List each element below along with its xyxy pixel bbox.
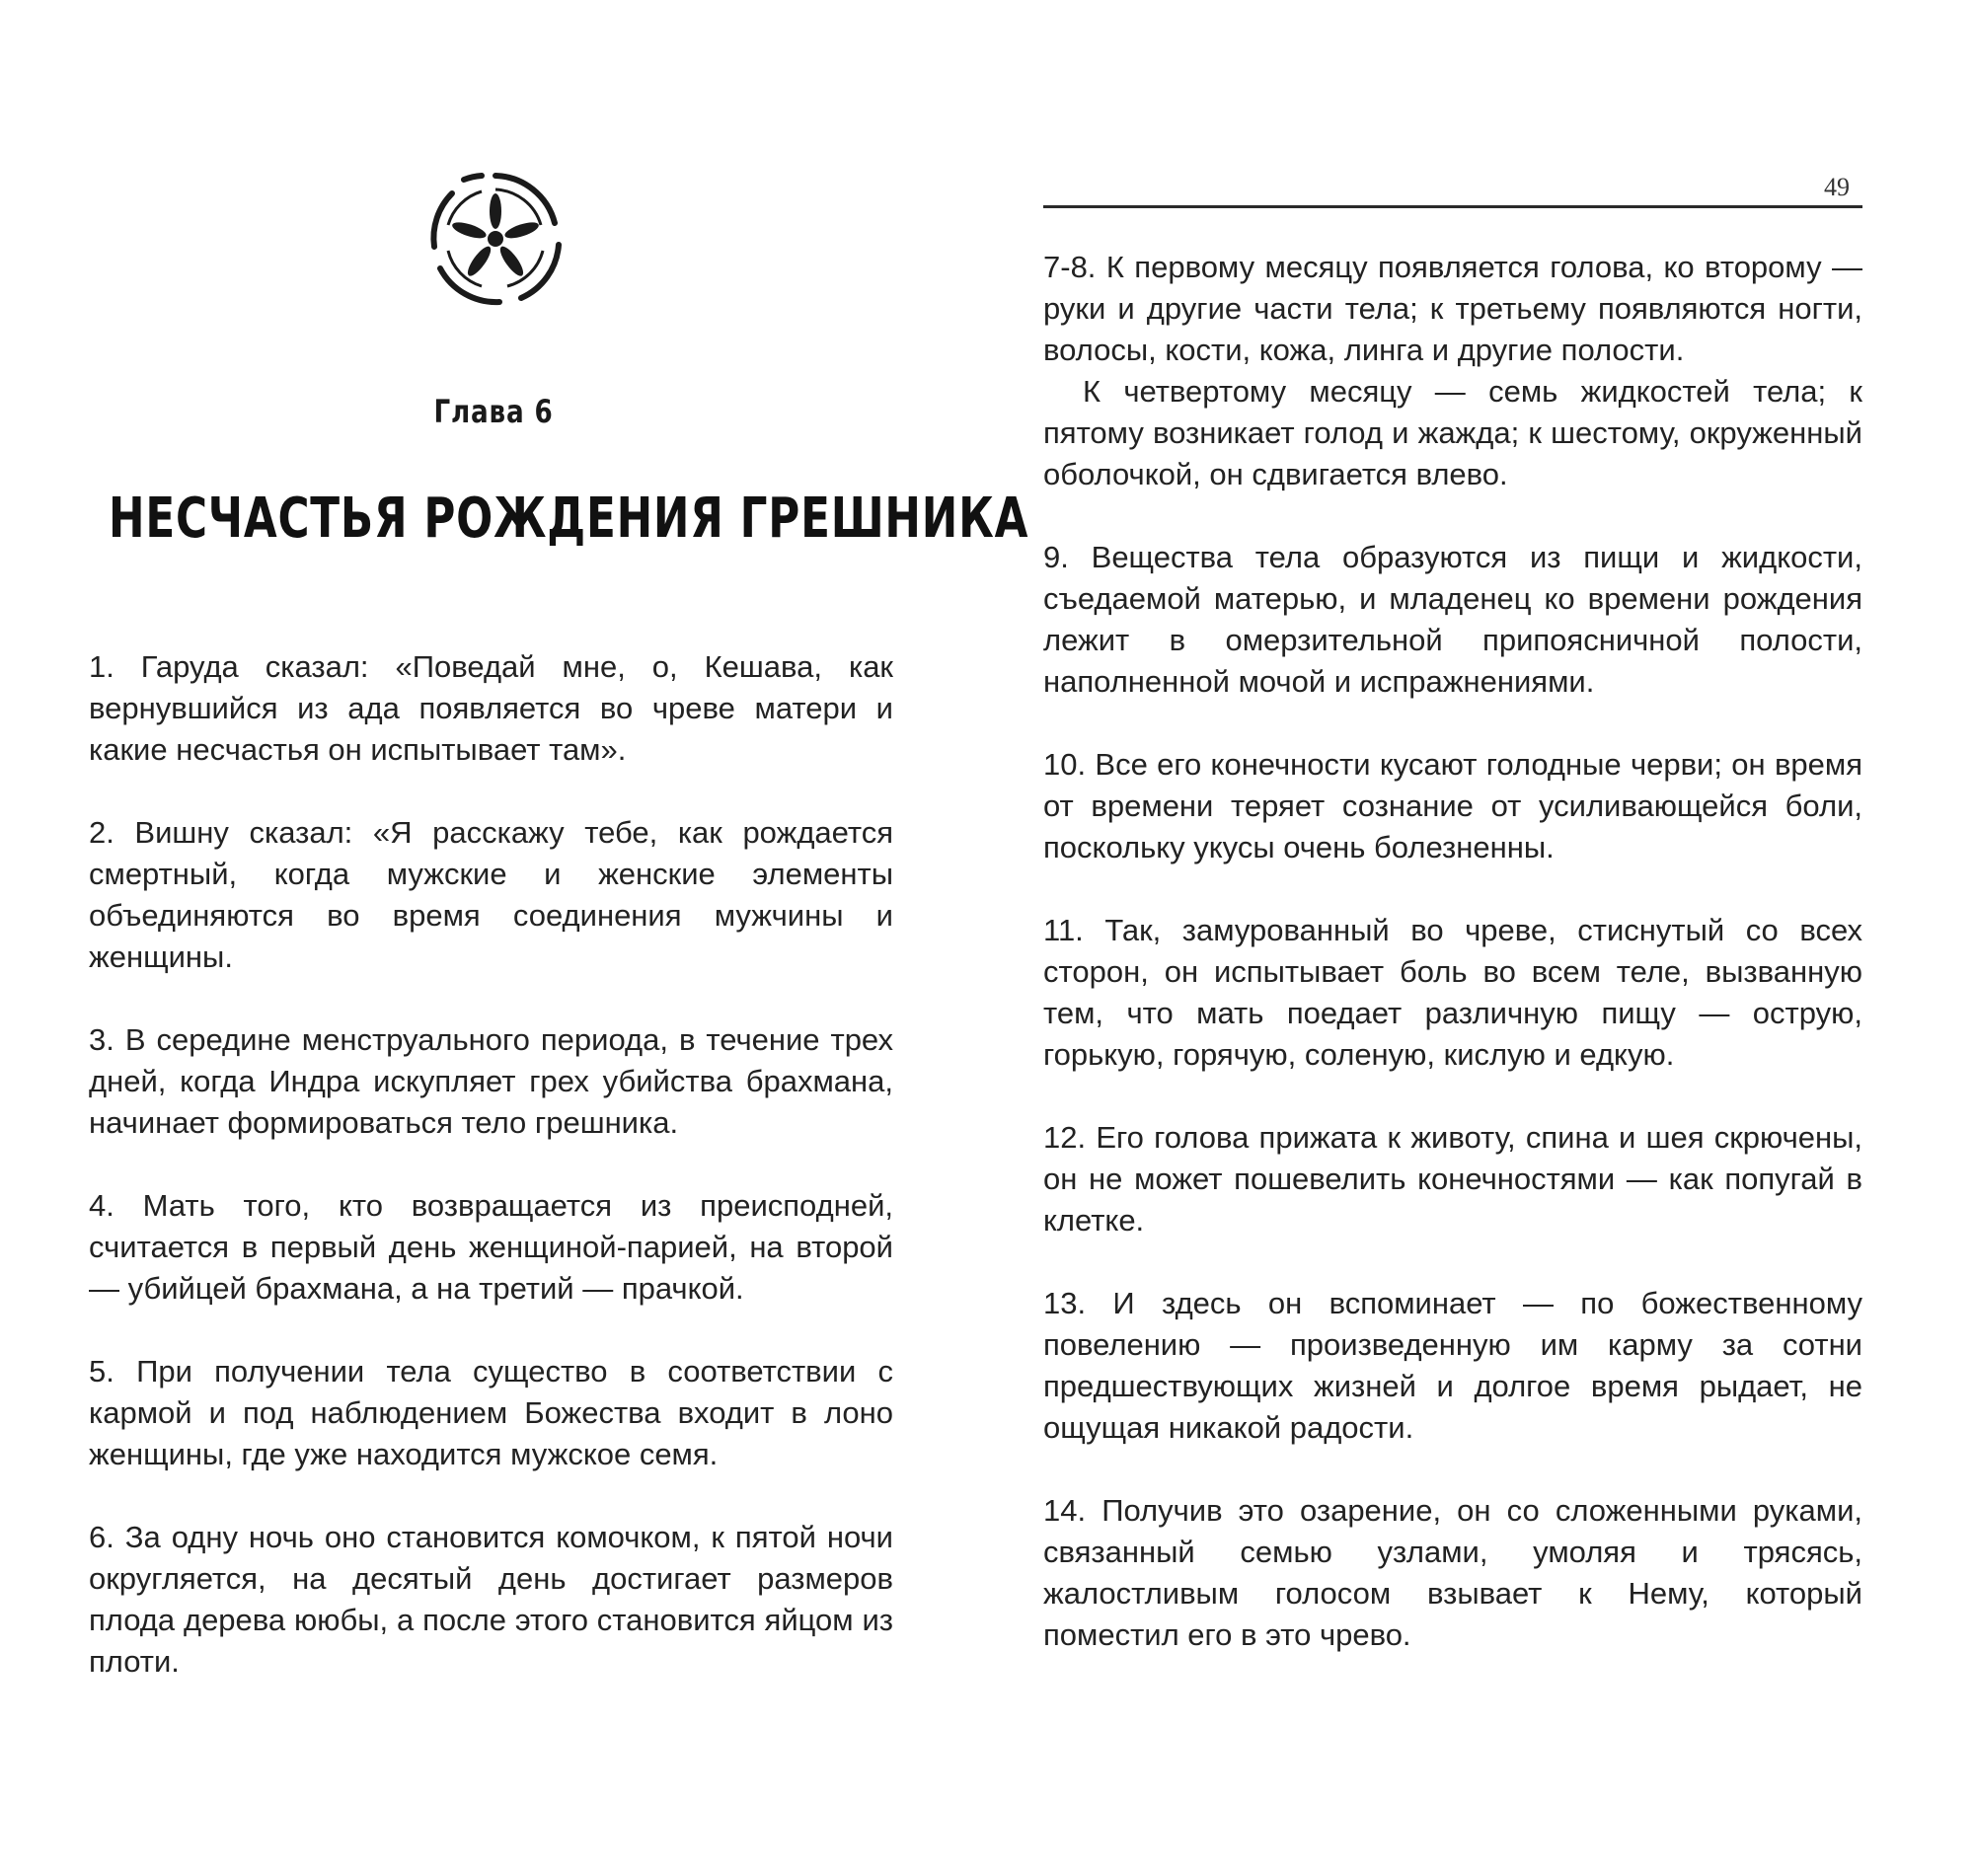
chapter-label: Глава 6 [433,393,554,430]
right-text-column [1043,247,1862,1697]
paragraph: 2. Вишну сказал: «Я расскажу тебе, как рождается смертный, когда мужские и женские элементы объединяются во время соединения мужчины и женщины. [89,815,893,974]
chapter-title: НЕСЧАСТЬЯ РОЖДЕНИЯ ГРЕШНИКА [109,487,1029,551]
paragraph: 4. Мать того, кто возвращается из преисподней, считается в первый день женщиной-парией, на второй — убийцей брахмана, а на третий — прачкой. [89,1188,893,1306]
paragraph: 3. В середине менструального периода, в течение трех дней, когда Индра искупляет грех убийства брахмана, начинает формироваться тело грешника. [89,1022,893,1140]
left-text-column [89,646,893,1724]
paragraph: 13. И здесь он вспоминает — по божественному повелению — произведенную им карму за сотни предшествующих жизней и долгое время рыдает, не ощущая никакой радости. [1043,1286,1862,1445]
paragraph: 10. Все его конечности кусают голодные черви; он время от времени теряет сознание от усиливающейся боли, поскольку укусы очень болезненны. [1043,747,1862,864]
paragraph: 6. За одну ночь оно становится комочком, к пятой ночи округляется, на десятый день достигает размеров плода дерева ююбы, а после этого становится яйцом из плоти. [89,1520,893,1679]
paragraph: 12. Его голова прижата к животу, спина и шея скрючены, он не может пошевелить конечностями — как попугай в клетке. [1043,1120,1862,1238]
header-rule [1043,205,1862,208]
paragraph: 7-8. К первому месяцу появляется голова, ко второму — руки и другие части тела; к третьему появляются ногти, волосы, кости, кожа, линга и другие полости. [1043,250,1862,367]
flower-ornament-icon [422,166,569,312]
paragraph: 5. При получении тела существо в соответствии с кармой и под наблюдением Божества входит в лоно женщины, где уже находится мужское семя. [89,1354,893,1471]
paragraph: 14. Получив это озарение, он со сложенными руками, связанный семью узлами, умоляя и трясясь, жалостливым голосом взывает к Нему, который поместил его в это чрево. [1043,1493,1862,1652]
page-number: 49 [1824,173,1850,201]
paragraph: 9. Вещества тела образуются из пищи и жидкости, съедаемой матерью, и младенец ко времени рождения лежит в омерзительной припоясничной полости, наполненной мочой и испражнениями. [1043,540,1862,699]
paragraph: 11. Так, замурованный во чреве, стиснутый со всех сторон, он испытывает боль во всем теле, вызванную тем, что мать поедает различную пищу — острую, горькую, горячую, соленую, кислую и едкую. [1043,913,1862,1072]
paragraph: 1. Гаруда сказал: «Поведай мне, о, Кешава, как вернувшийся из ада появляется во чреве матери и какие несчастья он испытывает там». [89,649,893,767]
paragraph: К четвертому месяцу — семь жидкостей тела; к пятому возникает голод и жажда; к шестому, окруженный оболочкой, он сдвигается влево. [1043,374,1862,491]
right-page [987,0,1974,1876]
